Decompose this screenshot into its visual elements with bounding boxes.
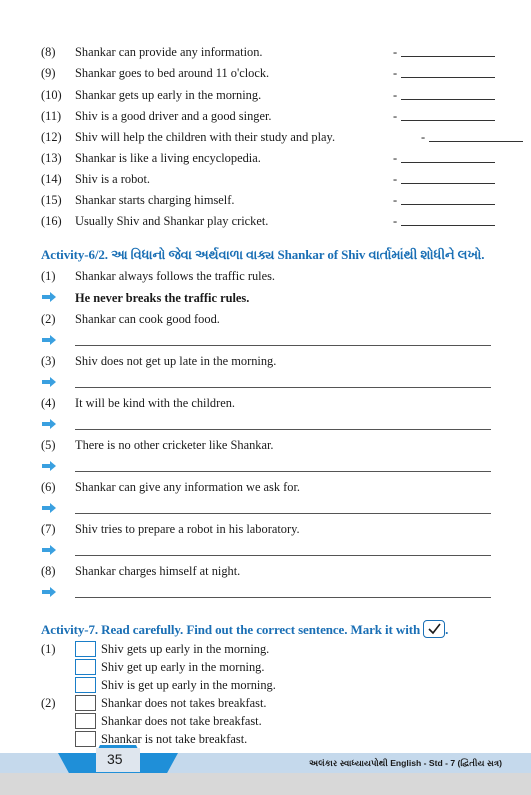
statement-text: Shiv is a good driver and a good singer.	[75, 109, 272, 123]
statement-number: (10)	[41, 88, 62, 102]
statement-text: Shankar gets up early in the morning.	[75, 88, 262, 102]
answer-blank[interactable]: -	[421, 127, 531, 148]
activity-7-heading-end: .	[445, 622, 449, 637]
statement-row	[41, 148, 501, 169]
arrow-right-icon	[42, 587, 56, 597]
page-number: 35	[107, 751, 123, 767]
answer-line[interactable]	[75, 555, 491, 556]
arrow-right-icon	[42, 503, 56, 513]
statement-text: Shankar starts charging himself.	[75, 193, 235, 207]
statement-number: (12)	[41, 130, 62, 144]
checkbox[interactable]	[75, 659, 96, 675]
question-number: (5)	[41, 438, 56, 452]
statement-row	[41, 127, 501, 148]
answer-line[interactable]	[75, 345, 491, 346]
arrow-right-icon	[42, 335, 56, 345]
answer-blank[interactable]: -	[393, 169, 531, 190]
statement-row	[41, 63, 501, 84]
group-number: (2)	[41, 696, 56, 710]
question-number: (7)	[41, 522, 56, 536]
statement-row	[41, 169, 501, 190]
question-text: Shiv tries to prepare a robot in his laboratory.	[75, 522, 300, 536]
statement-row	[41, 211, 501, 232]
activity-6-2-heading: Activity-6/2. આ વિધાનો જેવા અર્થવાળા વાક્ય Shankar of Shiv વાર્તામાંથી શોધીને લખો.	[41, 247, 485, 262]
statement-row	[41, 85, 501, 106]
statement-number: (16)	[41, 214, 62, 228]
question-row	[41, 351, 501, 371]
answer-row[interactable]	[41, 415, 491, 435]
question-row	[41, 393, 501, 413]
question-number: (6)	[41, 480, 56, 494]
question-row	[41, 477, 501, 497]
question-number: (3)	[41, 354, 56, 368]
answer-line[interactable]	[75, 471, 491, 472]
answer-row[interactable]	[41, 499, 491, 519]
question-text: Shankar can cook good food.	[75, 312, 220, 326]
statement-text: Shiv will help the children with their study and play.	[75, 130, 336, 144]
statement-row	[41, 106, 501, 127]
activity-7-heading-text: Activity-7. Read carefully. Find out the correct sentence. Mark it with	[41, 622, 421, 637]
question-text: Shankar can give any information we ask for.	[75, 480, 301, 494]
statement-text: Shankar can provide any information.	[75, 45, 263, 59]
question-row	[41, 266, 501, 286]
tick-box-icon	[423, 620, 445, 638]
question-number: (4)	[41, 396, 56, 410]
question-number: (2)	[41, 312, 56, 326]
option-text: Shiv is get up early in the morning.	[101, 678, 276, 692]
option-text: Shiv get up early in the morning.	[101, 660, 265, 674]
question-row	[41, 309, 501, 329]
page-bottom-margin	[0, 773, 531, 795]
answer-line[interactable]	[75, 387, 491, 388]
statement-text: Usually Shiv and Shankar play cricket.	[75, 214, 269, 228]
answer-blank[interactable]: -	[393, 63, 531, 84]
statement-number: (13)	[41, 151, 62, 165]
answer-text: He never breaks the traffic rules.	[75, 291, 250, 305]
option-text: Shankar does not takes breakfast.	[101, 696, 267, 710]
book-title: અલંકાર સ્વાધ્યાયપોથી English - Std - 7 (દ્વિતીય સત્ર)	[309, 758, 502, 768]
answer-blank[interactable]: -	[393, 106, 531, 127]
checkbox[interactable]	[75, 677, 96, 693]
statement-number: (15)	[41, 193, 62, 207]
group-number: (1)	[41, 642, 56, 656]
arrow-right-icon	[42, 461, 56, 471]
statement-text: Shiv is a robot.	[75, 172, 151, 186]
question-text: There is no other cricketer like Shankar.	[75, 438, 274, 452]
answer-blank[interactable]: -	[393, 85, 531, 106]
question-row	[41, 435, 501, 455]
question-text: Shankar charges himself at night.	[75, 564, 241, 578]
question-text: Shankar always follows the traffic rules.	[75, 269, 276, 283]
statement-number: (8)	[41, 45, 56, 59]
answer-row	[41, 288, 491, 308]
statement-number: (14)	[41, 172, 62, 186]
option-text: Shiv gets up early in the morning.	[101, 642, 270, 656]
answer-row[interactable]	[41, 331, 491, 351]
statement-text: Shankar goes to bed around 11 o'clock.	[75, 66, 270, 80]
answer-line[interactable]	[75, 513, 491, 514]
answer-line[interactable]	[75, 429, 491, 430]
question-number: (8)	[41, 564, 56, 578]
statement-row	[41, 42, 501, 63]
statement-number: (9)	[41, 66, 56, 80]
option-text: Shankar is not take breakfast.	[101, 732, 248, 746]
question-text: It will be kind with the children.	[75, 396, 236, 410]
checkbox[interactable]	[75, 713, 96, 729]
arrow-right-icon	[42, 377, 56, 387]
answer-blank[interactable]: -	[393, 211, 531, 232]
question-row	[41, 561, 501, 581]
answer-blank[interactable]: -	[393, 190, 531, 211]
option-text: Shankar does not take breakfast.	[101, 714, 262, 728]
checkbox[interactable]	[75, 641, 96, 657]
answer-blank[interactable]: -	[393, 148, 531, 169]
question-text: Shiv does not get up late in the morning.	[75, 354, 277, 368]
answer-row[interactable]	[41, 373, 491, 393]
arrow-right-icon	[42, 545, 56, 555]
answer-row[interactable]	[41, 457, 491, 477]
question-number: (1)	[41, 269, 56, 283]
question-row	[41, 519, 501, 539]
statement-text: Shankar is like a living encyclopedia.	[75, 151, 261, 165]
answer-blank[interactable]: -	[393, 42, 531, 63]
checkbox[interactable]	[75, 695, 96, 711]
statement-row	[41, 190, 501, 211]
answer-row[interactable]	[41, 541, 491, 561]
answer-line[interactable]	[75, 597, 491, 598]
arrow-right-icon	[42, 419, 56, 429]
activity-7-heading	[41, 620, 448, 638]
answer-row[interactable]	[41, 583, 491, 603]
arrow-right-icon	[42, 292, 56, 302]
statement-number: (11)	[41, 109, 62, 123]
